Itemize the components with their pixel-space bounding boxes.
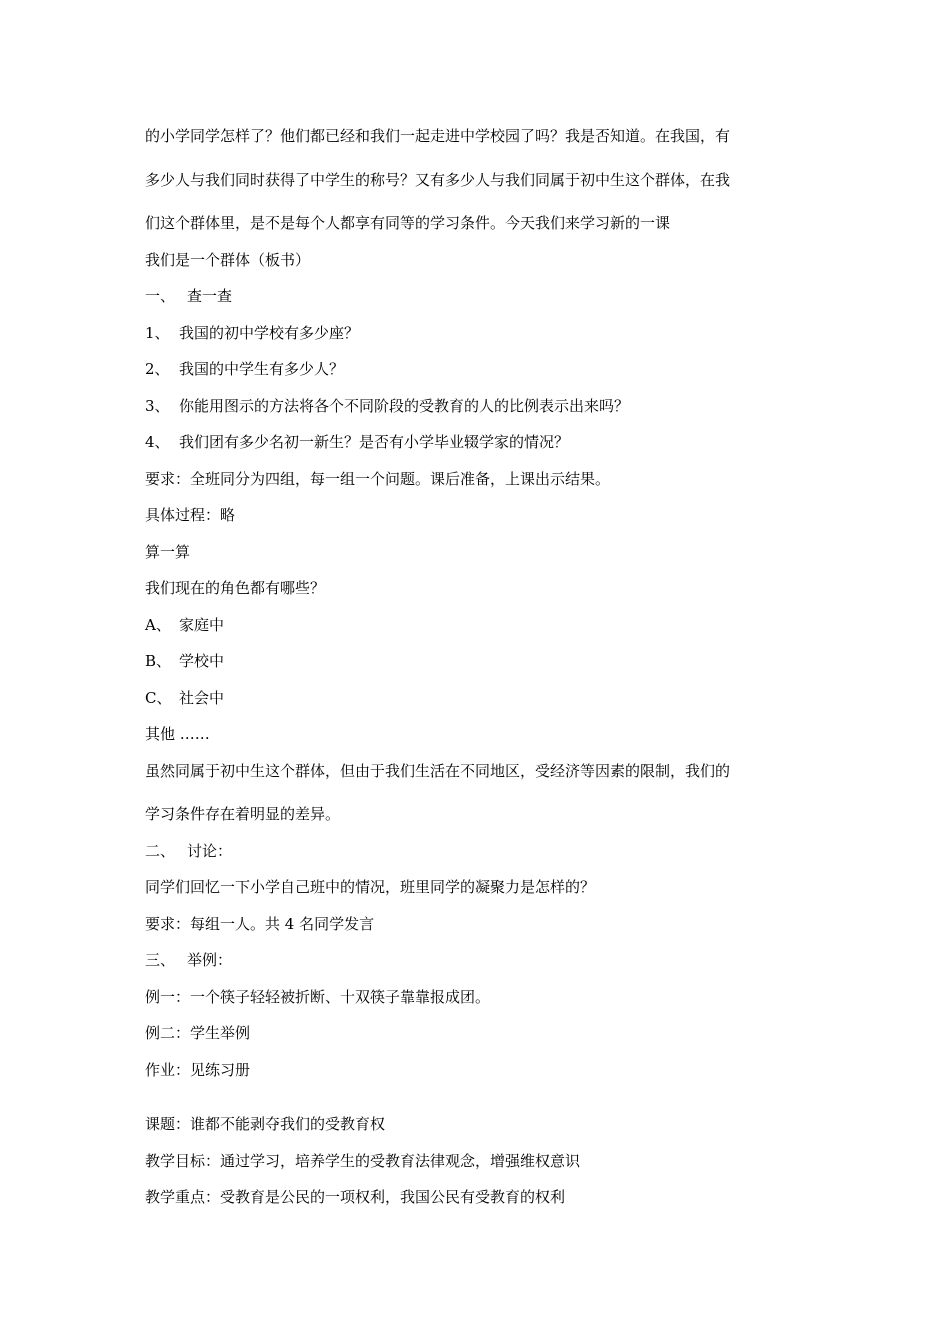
lesson-2-topic: 课题：谁都不能剥夺我们的受教育权	[145, 1115, 386, 1133]
question-2	[145, 351, 810, 388]
question-1-marker: 1、	[145, 323, 170, 342]
intro-line-1: 的小学同学怎样了？他们都已经和我们一起走进中学校园了吗？我是否知道。在我国，有	[145, 127, 731, 145]
section-1-process: 具体过程：略	[145, 506, 236, 524]
section-1-marker: 一、	[145, 287, 176, 305]
question-4-text: 我们团有多少名初一新生？是否有小学毕业辍学家的情况？	[179, 433, 570, 451]
section-2-requirement: 要求：每组一人。共 4 名同学发言	[145, 914, 375, 933]
calc-summary-line-1: 虽然同属于初中生这个群体，但由于我们生活在不同地区，受经济等因素的限制，我们的	[145, 761, 731, 780]
homework: 作业：见练习册	[145, 1060, 251, 1079]
section-2-heading	[145, 833, 810, 870]
question-3-marker: 3、	[145, 396, 170, 415]
calc-other: 其他 ……	[145, 725, 210, 743]
example-2: 例二：学生举例	[145, 1024, 251, 1042]
calc-title: 算一算	[145, 542, 191, 561]
question-4-marker: 4、	[145, 433, 170, 451]
lesson-2-goal: 教学目标：通过学习，培养学生的受教育法律观念，增强维权意识	[145, 1151, 581, 1170]
option-c-text: 社会中	[179, 688, 225, 707]
question-1	[145, 315, 810, 352]
question-3	[145, 388, 810, 425]
option-b-marker: B、	[145, 652, 172, 670]
question-4	[145, 424, 810, 461]
section-3-heading	[145, 942, 810, 979]
section-1-requirement: 要求：全班同分为四组，每一组一个问题。课后准备，上课出示结果。	[145, 469, 611, 488]
section-3-title: 举例：	[187, 951, 233, 969]
question-2-text: 我国的中学生有多少人？	[179, 360, 345, 378]
question-3-text: 你能用图示的方法将各个不同阶段的受教育的人的比例表示出来吗？	[179, 396, 630, 415]
section-1-title: 查一查	[187, 287, 233, 305]
intro-line-3: 们这个群体里，是不是每个人都享有同等的学习条件。今天我们来学习新的一课	[145, 214, 671, 232]
option-b-text: 学校中	[179, 652, 225, 670]
section-2-question: 同学们回忆一下小学自己班中的情况，班里同学的凝聚力是怎样的？	[145, 878, 596, 896]
option-c	[145, 680, 810, 717]
document-page	[145, 118, 810, 1216]
option-a-marker: A、	[145, 615, 171, 634]
lesson-2-focus: 教学重点：受教育是公民的一项权利，我国公民有受教育的权利	[145, 1188, 566, 1206]
example-1: 例一：一个筷子轻轻被折断、十双筷子靠靠报成团。	[145, 987, 491, 1006]
option-c-marker: C、	[145, 688, 172, 707]
section-1-heading	[145, 278, 810, 315]
section-gap	[145, 1088, 810, 1106]
calc-summary-line-2: 学习条件存在着明显的差异。	[145, 805, 341, 823]
section-2-marker: 二、	[145, 841, 176, 860]
question-1-text: 我国的初中学校有多少座？	[179, 323, 360, 342]
section-3-marker: 三、	[145, 951, 176, 969]
board-title: 我们是一个群体（板书）	[145, 250, 311, 269]
intro-line-2: 多少人与我们同时获得了中学生的称号？又有多少人与我们同属于初中生这个群体，在我	[145, 170, 731, 189]
option-a-text: 家庭中	[179, 615, 225, 634]
question-2-marker: 2、	[145, 360, 170, 378]
option-a	[145, 607, 810, 644]
option-b	[145, 643, 810, 680]
section-2-title: 讨论：	[187, 841, 233, 860]
calc-question: 我们现在的角色都有哪些？	[145, 579, 326, 597]
